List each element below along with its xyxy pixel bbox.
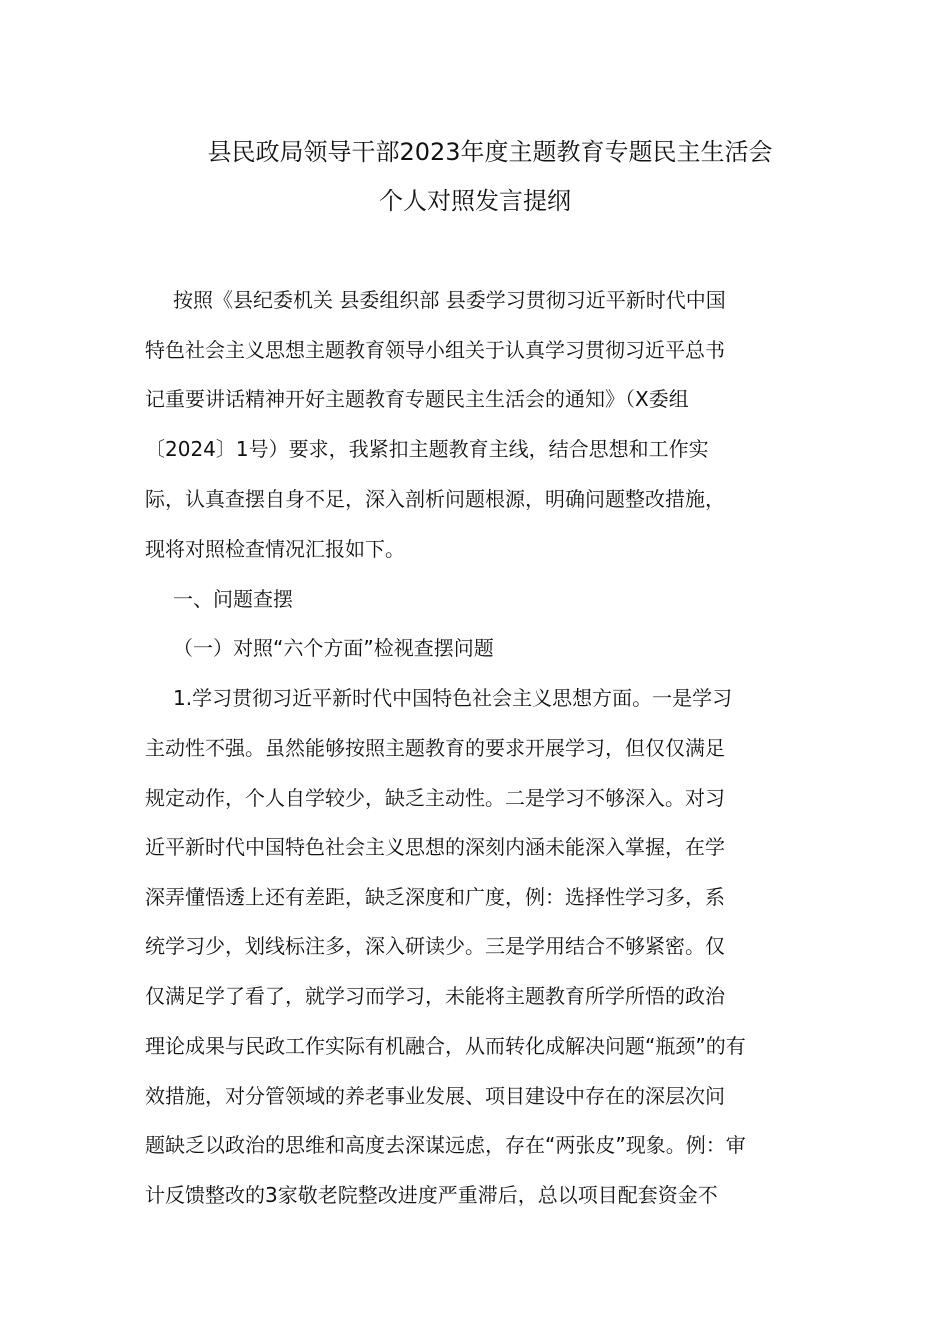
paragraph-line: 计反馈整改的3家敬老院整改进度严重滞后，总以项目配套资金不	[145, 1183, 718, 1207]
paragraph-line: 1.学习贯彻习近平新时代中国特色社会主义思想方面。一是学习	[173, 686, 733, 710]
paragraph-line: 理论成果与民政工作实际有机融合，从而转化成解决问题“瓶颈”的有	[145, 1034, 746, 1058]
section-heading: 一、问题查摆	[173, 587, 293, 611]
paragraph-line: 近平新时代中国特色社会主义思想的深刻内涵未能深入掌握，在学	[145, 835, 725, 859]
paragraph-line: 按照《县纪委机关 县委组织部 县委学习贯彻习近平新时代中国	[173, 288, 726, 312]
paragraph-line: 深弄懂悟透上还有差距，缺乏深度和广度，例：选择性学习多，系	[145, 885, 725, 909]
paragraph-line: 际，认真查摆自身不足，深入剖析问题根源，明确问题整改措施，	[145, 487, 725, 511]
paragraph-line: 现将对照检查情况汇报如下。	[145, 537, 405, 561]
paragraph-line: 统学习少，划线标注多，深入研读少。三是学用结合不够紧密。仅	[145, 934, 725, 958]
paragraph-line: 主动性不强。虽然能够按照主题教育的要求开展学习，但仅仅满足	[145, 736, 725, 760]
paragraph-line: 仅满足学了看了，就学习而学习，未能将主题教育所学所悟的政治	[145, 984, 725, 1008]
paragraph-line: 效措施，对分管领域的养老事业发展、项目建设中存在的深层次问	[145, 1084, 725, 1108]
paragraph-line: 规定动作，个人自学较少，缺乏主动性。二是学习不够深入。对习	[145, 786, 725, 810]
paragraph-line: 题缺乏以政治的思维和高度去深谋远虑，存在“两张皮”现象。例：审	[145, 1133, 746, 1157]
paragraph-line: 记重要讲话精神开好主题教育专题民主生活会的通知》（X委组	[145, 387, 689, 411]
document-title-line-2: 个人对照发言提纲	[379, 187, 571, 215]
document-title-line-1: 县民政局领导干部2023年度主题教育专题民主生活会	[207, 138, 773, 166]
paragraph-line: 〔2024〕1号）要求，我紧扣主题教育主线，结合思想和工作实	[145, 437, 709, 461]
paragraph-line: 特色社会主义思想主题教育领导小组关于认真学习贯彻习近平总书	[145, 338, 725, 362]
subsection-heading: （一）对照“六个方面”检视查摆问题	[173, 636, 494, 660]
